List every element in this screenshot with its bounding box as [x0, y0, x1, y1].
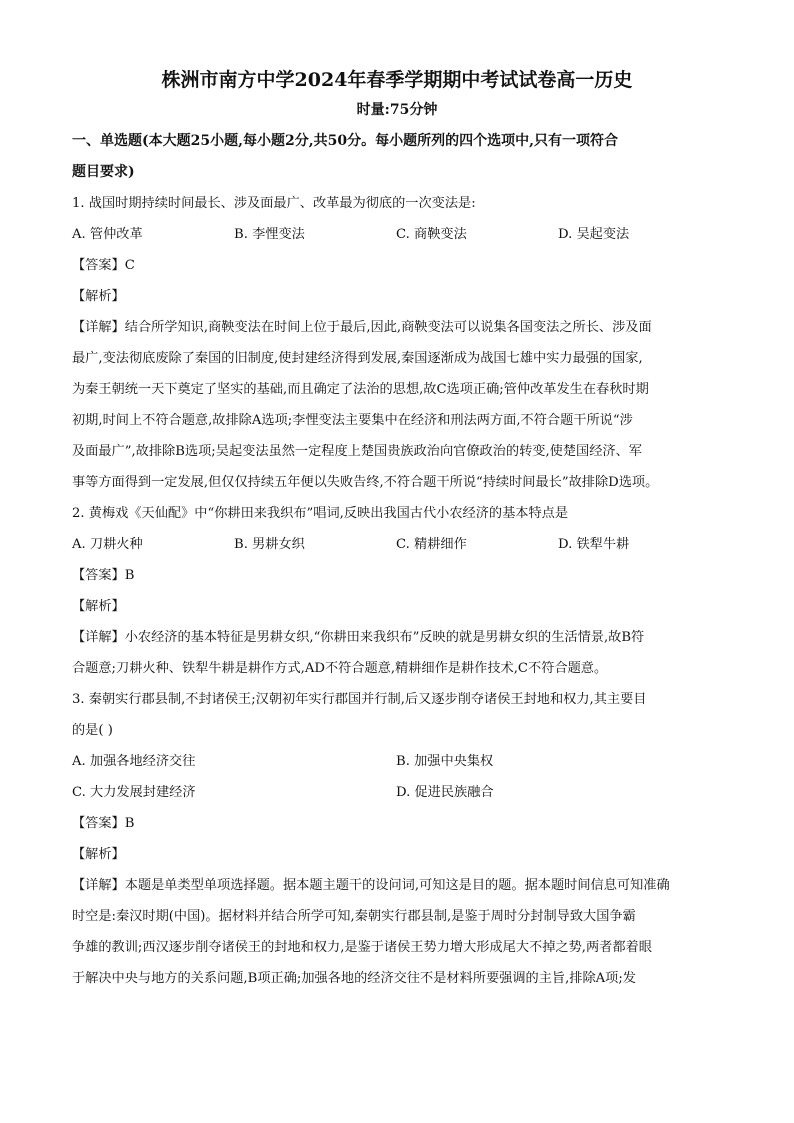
detail-line: 及面最广”,故排除B选项;吴起变法虽然一定程度上楚国贵族政治向官僚政治的转变,使楚国经济、军 — [72, 444, 642, 459]
option-b: B. 李悝变法 — [234, 227, 305, 242]
detail-line: 最广,变法彻底废除了秦国的旧制度,使封建经济得到发展,秦国逐渐成为战国七雄中实力最强的国家, — [72, 351, 643, 366]
answer-label: 【答案】C — [72, 258, 135, 273]
option-c: C. 精耕细作 — [396, 537, 467, 552]
question-3 — [72, 684, 722, 994]
answer-label: 【答案】B — [72, 568, 135, 583]
question-options — [72, 529, 722, 560]
analysis-label: 【解析】 — [72, 847, 125, 862]
page-title: 株洲市南方中学2024年春季学期期中考试试卷高一历史 — [161, 69, 633, 91]
option-d: D. 促进民族融合 — [396, 785, 494, 800]
exam-duration: 时量:75分钟 — [356, 102, 438, 118]
answer-label: 【答案】B — [72, 816, 135, 831]
question-2 — [72, 498, 722, 684]
option-b: B. 男耕女织 — [234, 537, 305, 552]
detail-line: 时空是:秦汉时期(中国)。据材料并结合所学可知,秦朝实行郡县制,是鉴于周时分封制导致大国争霸 — [72, 909, 636, 924]
option-a: A. 刀耕火种 — [72, 537, 143, 552]
question-stem-cont: 的是( ) — [72, 723, 113, 738]
detail-line: 初期,时间上不符合题意,故排除A选项;李悝变法主要集中在经济和刑法两方面,不符合题干所说“涉 — [72, 413, 633, 428]
question-1 — [72, 188, 722, 498]
exam-page — [72, 66, 722, 994]
detail-line: 事等方面得到一定发展,但仅仅持续五年便以失败告终,不符合题干所说“持续时间最长”故排除D选项。 — [72, 475, 659, 490]
option-a: A. 加强各地经济交往 — [72, 754, 196, 769]
question-stem: 2. 黄梅戏《天仙配》中“你耕田来我织布”唱词,反映出我国古代小农经济的基本特点是 — [72, 506, 569, 521]
section-heading-cont: 题目要求) — [72, 164, 135, 180]
section-heading: 一、单选题(本大题25小题,每小题2分,共50分。每小题所列的四个选项中,只有一项符合 — [72, 133, 618, 149]
option-c: C. 商鞅变法 — [396, 227, 467, 242]
option-c: C. 大力发展封建经济 — [72, 785, 196, 800]
detail-line: 【详解】结合所学知识,商鞅变法在时间上位于最后,因此,商鞅变法可以说集各国变法之所长、涉及面 — [72, 320, 652, 335]
option-b: B. 加强中央集权 — [396, 754, 494, 769]
detail-line: 合题意;刀耕火种、铁犁牛耕是耕作方式,AD不符合题意,精耕细作是耕作技术,C不符合题意。 — [72, 661, 608, 676]
question-options — [72, 777, 722, 808]
question-options — [72, 746, 722, 777]
question-stem: 3. 秦朝实行郡县制,不封诸侯王;汉朝初年实行郡国并行制,后又逐步削夺诸侯王封地和权力,其主要目 — [72, 692, 647, 707]
detail-line: 为秦王朝统一天下奠定了坚实的基础,而且确定了法治的思想,故C选项正确;管仲改革发生在春秋时期 — [72, 382, 649, 397]
option-d: D. 铁犁牛耕 — [558, 537, 630, 552]
analysis-label: 【解析】 — [72, 289, 125, 304]
detail-line: 【详解】小农经济的基本特征是男耕女织,“你耕田来我织布”反映的就是男耕女织的生活情景,故B符 — [72, 630, 645, 645]
question-stem: 1. 战国时期持续时间最长、涉及面最广、改革最为彻底的一次变法是: — [72, 196, 476, 211]
detail-line: 【详解】本题是单类型单项选择题。据本题主题干的设问词,可知这是目的题。据本题时间信息可知准确 — [72, 878, 670, 893]
analysis-label: 【解析】 — [72, 599, 125, 614]
question-options — [72, 219, 722, 250]
detail-line: 于解决中央与地方的关系问题,B项正确;加强各地的经济交往不是材料所要强调的主旨,排除A项;发 — [72, 971, 636, 986]
option-d: D. 吴起变法 — [558, 227, 630, 242]
option-a: A. 管仲改革 — [72, 227, 143, 242]
detail-line: 争雄的教训;西汉逐步削夺诸侯王的封地和权力,是鉴于诸侯王势力增大形成尾大不掉之势,两者都着眼 — [72, 940, 652, 955]
